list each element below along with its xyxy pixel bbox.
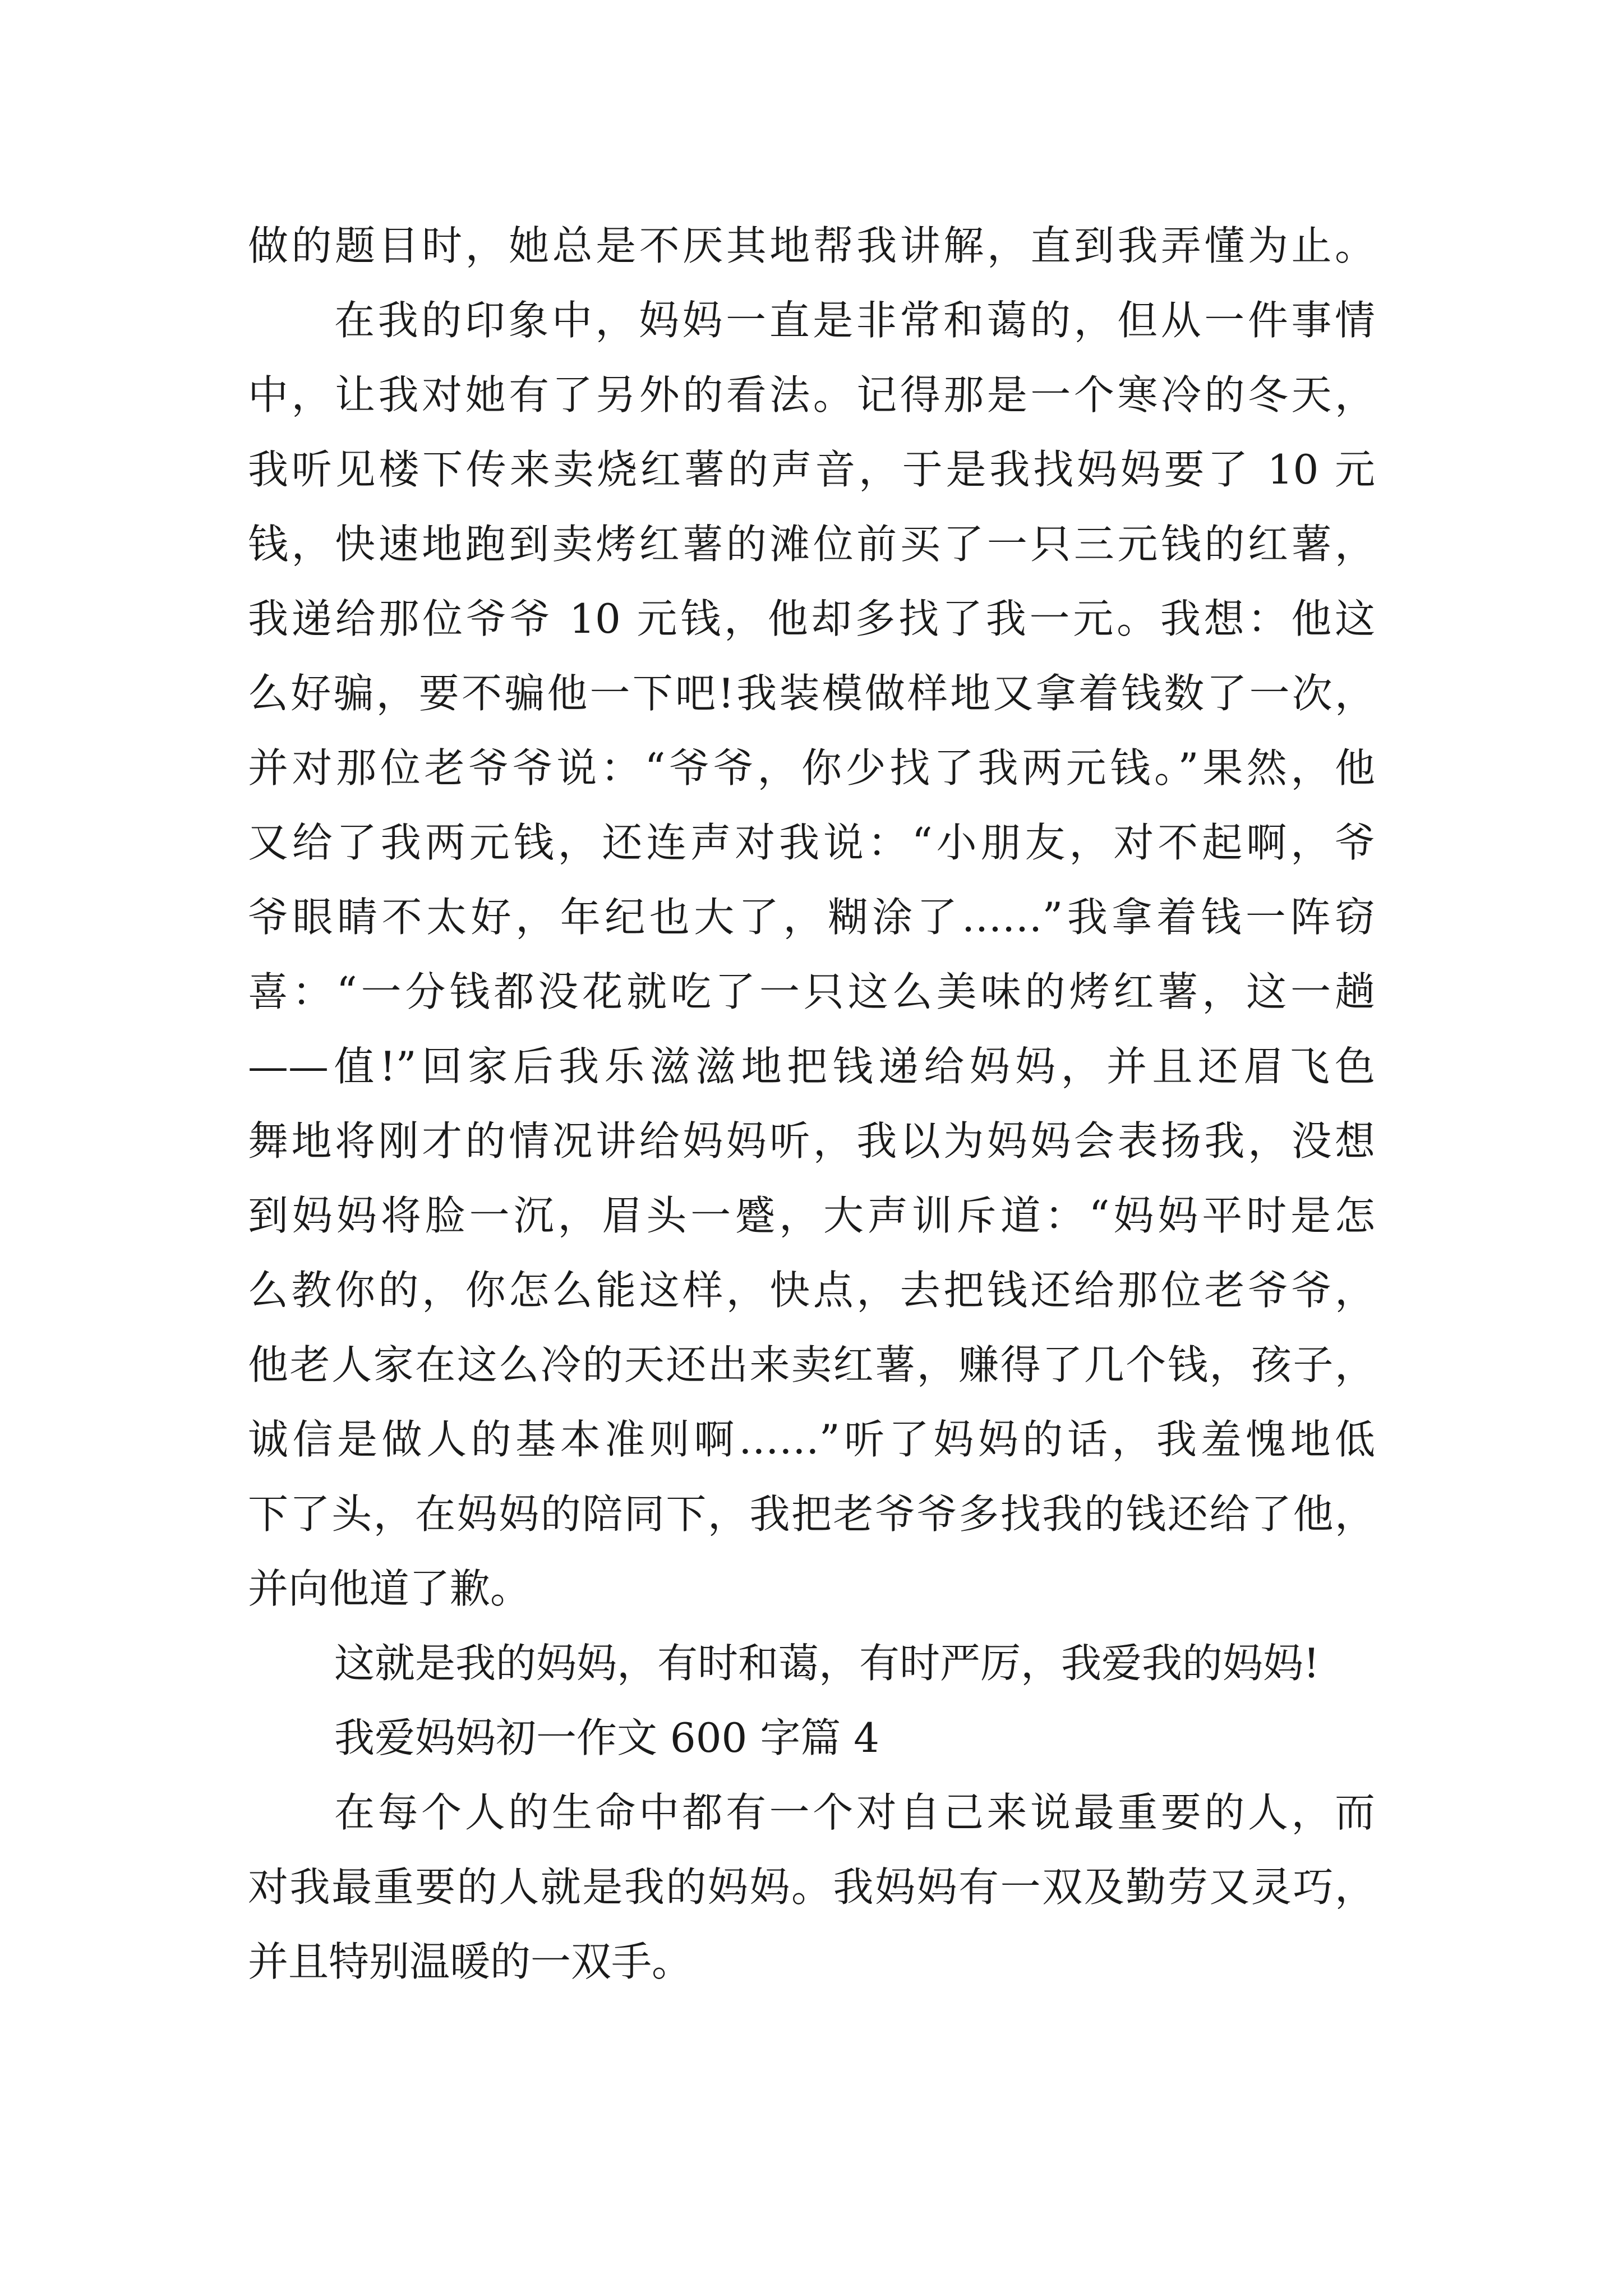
text-line: 钱，快速地跑到卖烤红薯的滩位前买了一只三元钱的红薯， <box>248 521 1375 568</box>
text-line: 做的题目时，她总是不厌其地帮我讲解，直到我弄懂为止。 <box>248 222 1375 269</box>
text-line: 并且特别温暖的一双手。 <box>248 1938 693 1985</box>
text-line: 诚信是做人的基本准则啊……”听了妈妈的话，我羞愧地低 <box>248 1416 1375 1463</box>
text-line: 到妈妈将脸一沉，眉头一蹙，大声训斥道：“妈妈平时是怎 <box>248 1192 1375 1239</box>
text-line: 并向他道了歉。 <box>248 1565 531 1612</box>
text-line: 又给了我两元钱，还连声对我说：“小朋友，对不起啊，爷 <box>248 819 1375 866</box>
text-line: 在我的印象中，妈妈一直是非常和蔼的，但从一件事情 <box>334 297 1375 344</box>
text-line: 并对那位老爷爷说：“爷爷，你少找了我两元钱。”果然，他 <box>248 744 1375 792</box>
text-line: 么好骗，要不骗他一下吧!我装模做样地又拿着钱数了一次， <box>248 670 1375 717</box>
text-line: 么教你的，你怎么能这样，快点，去把钱还给那位老爷爷， <box>248 1267 1375 1314</box>
text-line: 在每个人的生命中都有一个对自己来说最重要的人，而 <box>334 1789 1375 1836</box>
text-line: 他老人家在这么冷的天还出来卖红薯，赚得了几个钱，孩子， <box>248 1341 1375 1388</box>
text-line: 舞地将刚才的情况讲给妈妈听，我以为妈妈会表扬我，没想 <box>248 1117 1375 1165</box>
text-line: 中，让我对她有了另外的看法。记得那是一个寒冷的冬天， <box>248 371 1375 418</box>
text-line: ——值!”回家后我乐滋滋地把钱递给妈妈，并且还眉飞色 <box>248 1043 1375 1090</box>
text-line: 这就是我的妈妈，有时和蔼，有时严厉，我爱我的妈妈! <box>334 1640 1320 1687</box>
text-line: 我递给那位爷爷 10 元钱，他却多找了我一元。我想：他这 <box>248 595 1375 642</box>
text-line: 下了头，在妈妈的陪同下，我把老爷爷多找我的钱还给了他， <box>248 1490 1375 1538</box>
section-heading: 我爱妈妈初一作文 600 字篇 4 <box>334 1714 879 1761</box>
text-line: 喜：“一分钱都没花就吃了一只这么美味的烤红薯，这一趟 <box>248 968 1375 1015</box>
text-line: 对我最重要的人就是我的妈妈。我妈妈有一双及勤劳又灵巧， <box>248 1864 1375 1911</box>
text-line: 爷眼睛不太好，年纪也大了，糊涂了……”我拿着钱一阵窃 <box>248 894 1375 941</box>
text-line: 我听见楼下传来卖烧红薯的声音，于是我找妈妈要了 10 元 <box>248 446 1375 493</box>
